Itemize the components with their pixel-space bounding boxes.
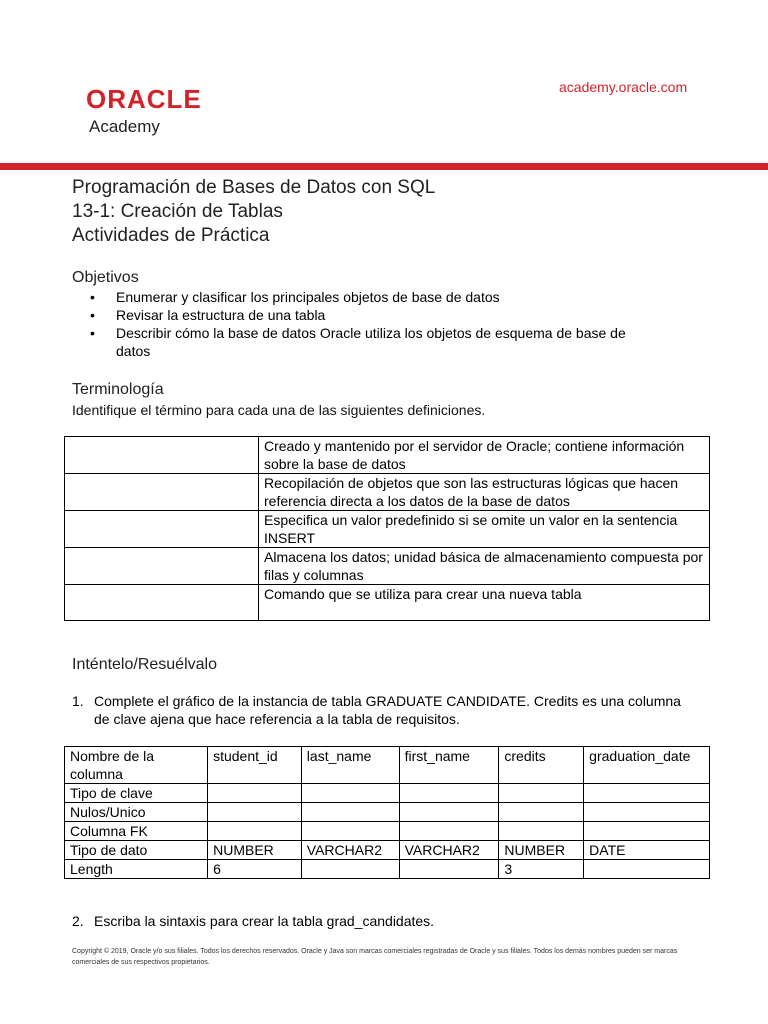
definition-cell: Recopilación de objetos que son las estructuras lógicas que hacen referencia directa a los datos de la base de datos: [259, 474, 710, 511]
task-number: 2.: [72, 913, 84, 929]
lesson-title: 13-1: Creación de Tablas: [72, 201, 283, 222]
table-row: [65, 784, 710, 803]
table-cell[interactable]: [208, 822, 302, 841]
terminology-instruction: Identifique el término para cada una de las siguientes definiciones.: [72, 402, 486, 418]
definition-cell: Creado y mantenido por el servidor de Oracle; contiene información sobre la base de datos: [259, 437, 710, 474]
practice-heading: Inténtelo/Resuélvalo: [72, 656, 217, 673]
table-row: [65, 548, 710, 585]
graduate-candidate-table: [64, 746, 710, 879]
table-header-cell: Nombre de la columna: [65, 747, 208, 784]
table-cell[interactable]: [208, 784, 302, 803]
table-cell[interactable]: VARCHAR2: [399, 841, 499, 860]
table-cell[interactable]: DATE: [584, 841, 710, 860]
table-cell[interactable]: [584, 803, 710, 822]
table-row: [65, 474, 710, 511]
copyright-notice: Copyright © 2019, Oracle y/o sus filiales. Todos los derechos reservados. Oracle y Java son marcas comerciales registradas de Oracle y sus filiales. Todos los demás nombres pueden ser marcas comerciales de sus respectivos propietarios.: [72, 948, 678, 966]
objectives-heading: Objetivos: [72, 269, 139, 286]
table-header-cell: Tipo de dato: [65, 841, 208, 860]
table-header-cell: Tipo de clave: [65, 784, 208, 803]
activity-title: Actividades de Práctica: [72, 225, 270, 246]
term-answer-cell[interactable]: [65, 585, 259, 621]
table-cell[interactable]: [301, 803, 399, 822]
term-answer-cell[interactable]: [65, 511, 259, 548]
table-cell[interactable]: [301, 860, 399, 879]
oracle-logo: ORACLE: [86, 84, 202, 114]
table-cell[interactable]: [499, 822, 584, 841]
table-row: [65, 511, 710, 548]
definition-cell: Especifica un valor predefinido si se omite un valor en la sentencia INSERT: [259, 511, 710, 548]
table-row: [65, 860, 710, 879]
table-cell[interactable]: [208, 803, 302, 822]
table-cell[interactable]: [584, 822, 710, 841]
objective-item: • Describir cómo la base de datos Oracle utiliza los objetos de esquema de base de datos: [72, 324, 636, 360]
table-cell[interactable]: NUMBER: [208, 841, 302, 860]
objectives-list: [72, 288, 672, 360]
table-header-cell: Columna FK: [65, 822, 208, 841]
table-cell[interactable]: [584, 860, 710, 879]
table-cell[interactable]: 3: [499, 860, 584, 879]
table-header-cell: credits: [499, 747, 584, 784]
term-answer-cell[interactable]: [65, 437, 259, 474]
objective-item: • Enumerar y clasificar los principales objetos de base de datos: [72, 288, 672, 306]
term-answer-cell[interactable]: [65, 548, 259, 585]
terminology-table: [64, 436, 710, 621]
table-cell[interactable]: [399, 784, 499, 803]
table-row: [65, 747, 710, 784]
task-text: Escriba la sintaxis para crear la tabla grad_candidates.: [94, 913, 435, 929]
table-header-cell: student_id: [208, 747, 302, 784]
table-row: [65, 585, 710, 621]
objective-item: • Revisar la estructura de una tabla: [72, 306, 672, 324]
table-cell[interactable]: [399, 822, 499, 841]
table-cell[interactable]: [399, 803, 499, 822]
table-cell[interactable]: [399, 860, 499, 879]
table-cell[interactable]: 6: [208, 860, 302, 879]
table-row: [65, 803, 710, 822]
table-cell[interactable]: [584, 784, 710, 803]
table-cell[interactable]: [301, 784, 399, 803]
header-divider: [0, 163, 768, 170]
academy-url-link[interactable]: academy.oracle.com: [559, 79, 688, 95]
table-row: [65, 841, 710, 860]
table-header-cell: graduation_date: [584, 747, 710, 784]
definition-cell: Almacena los datos; unidad básica de almacenamiento compuesta por filas y columnas: [259, 548, 710, 585]
table-cell[interactable]: [301, 822, 399, 841]
table-row: [65, 437, 710, 474]
terminology-heading: Terminología: [72, 381, 164, 398]
table-cell[interactable]: [499, 803, 584, 822]
table-cell[interactable]: NUMBER: [499, 841, 584, 860]
course-title: Programación de Bases de Datos con SQL: [72, 177, 436, 198]
table-cell[interactable]: VARCHAR2: [301, 841, 399, 860]
table-header-cell: Nulos/Unico: [65, 803, 208, 822]
task-number: 1.: [72, 693, 84, 709]
table-header-cell: Length: [65, 860, 208, 879]
term-answer-cell[interactable]: [65, 474, 259, 511]
task-text: Complete el gráfico de la instancia de tabla GRADUATE CANDIDATE. Credits es una columna de clave ajena que hace referencia a la tabla de requisitos.: [94, 693, 681, 727]
academy-label: Academy: [89, 117, 160, 136]
table-row: [65, 822, 710, 841]
definition-cell: Comando que se utiliza para crear una nueva tabla: [259, 585, 710, 621]
table-header-cell: first_name: [399, 747, 499, 784]
table-cell[interactable]: [499, 784, 584, 803]
table-header-cell: last_name: [301, 747, 399, 784]
